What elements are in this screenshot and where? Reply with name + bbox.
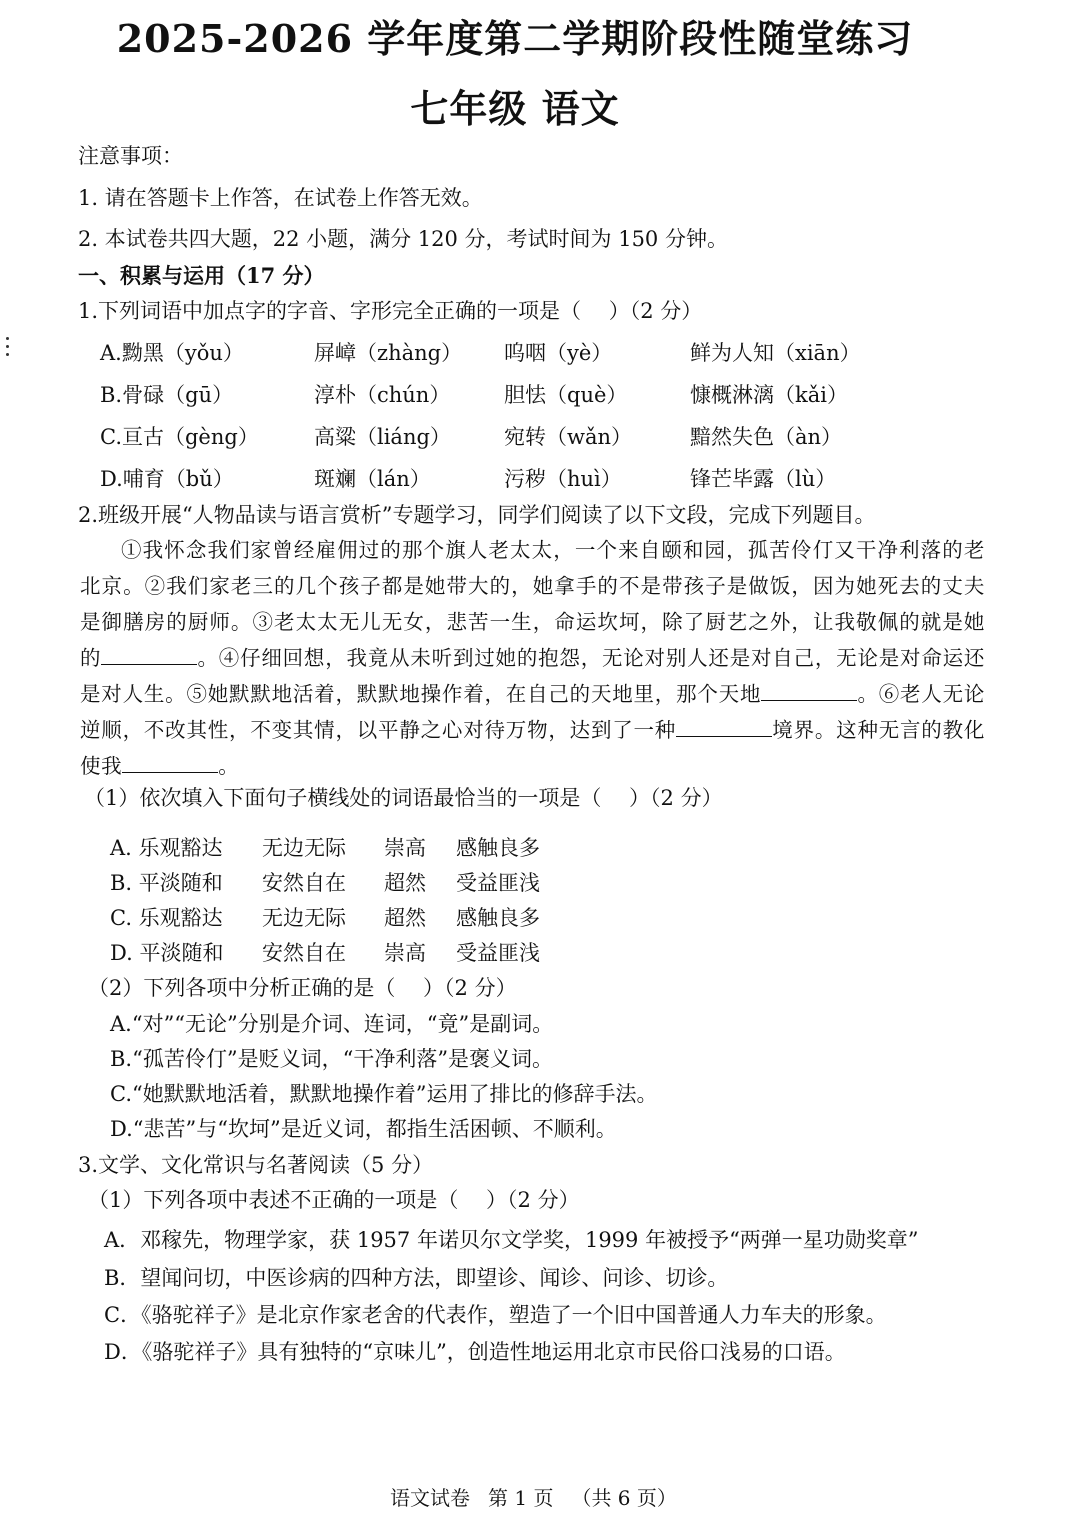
option-word: B.骨碌（gū） [100, 383, 234, 407]
question-2-stem: 2.班级开展“人物品读与语言赏析”专题学习，同学们阅读了以下文段，完成下列题目。 [78, 503, 876, 527]
option-word: D.哺育（bǔ） [100, 467, 234, 491]
option-word: 无边无际 [262, 906, 346, 930]
notes-heading: 注意事项： [78, 144, 183, 168]
option-word: 黯然失色（àn） [690, 425, 843, 449]
reading-passage [80, 532, 985, 784]
question-3-stem: 3.文学、文化常识与名著阅读（5 分） [78, 1153, 434, 1177]
option-word: 斑斓（lán） [314, 467, 431, 491]
option-word: D. 平淡随和 [110, 941, 224, 965]
passage-text: 境界。这种无言的教化使我 [80, 718, 985, 778]
section-heading: 一、积累与运用（17 分） [78, 263, 325, 288]
passage-text: 。④仔细回想，我竟从未听到过她的抱怨，无论对别人还是对自己，无论是对命运还是对人生。⑤她默默地活着，默默地操作着，在自己的天地里，那个天地 [80, 646, 985, 706]
option-word: 呜咽（yè） [504, 341, 613, 365]
footer-total: （共 6 页） [571, 1486, 677, 1510]
option-word: 胆怯（què） [504, 383, 628, 407]
option-word: 感触良多 [456, 836, 540, 860]
option-text: A.“对”“无论”分别是介词、连词，“竟”是副词。 [110, 1012, 554, 1036]
note-item: 1. 请在答题卡上作答，在试卷上作答无效。 [78, 186, 483, 210]
option-word: A.黝黑（yǒu） [100, 341, 244, 365]
option-text: C.“她默默地活着，默默地操作着”运用了排比的修辞手法。 [110, 1082, 658, 1106]
option-word: 无边无际 [262, 836, 346, 860]
note-item: 2. 本试卷共四大题，22 小题，满分 120 分，考试时间为 150 分钟。 [78, 227, 728, 251]
option-word: C. 乐观豁达 [110, 906, 223, 930]
option-word: 安然自在 [262, 941, 346, 965]
option-word: 安然自在 [262, 871, 346, 895]
fill-blank [122, 752, 218, 773]
question-3-1-stem: （1）下列各项中表述不正确的一项是（ ）（2 分） [88, 1188, 580, 1212]
fill-blank [101, 644, 197, 665]
option-text: A．邓稼先，物理学家，获 1957 年诺贝尔文学奖，1999 年被授予“两弹一星功勋奖章” [104, 1228, 919, 1252]
exam-subtitle: 七年级 语文 [410, 86, 620, 131]
option-word: 高粱（liáng） [314, 425, 451, 449]
option-word: 超然 [384, 906, 426, 930]
option-word: 屏嶂（zhàng） [314, 341, 463, 365]
option-word: 鲜为人知（xiān） [690, 341, 861, 365]
option-text: B．望闻问切，中医诊病的四种方法，即望诊、闻诊、问诊、切诊。 [104, 1266, 729, 1290]
passage-text: ①我怀念我们家曾经雇佣过的那个旗人老太太，一个来自颐和园，孤苦伶仃又干净利落的老北京。②我们家老三的几个孩子都是她带大的，她拿手的不是带孩子是做饭，因为她死去的丈夫是御膳房的厨师。③老太太无儿无女，悲苦一生，命运坎坷，除了厨艺之外，让我敬佩的就是她的 [80, 538, 985, 670]
option-word: B. 平淡随和 [110, 871, 223, 895]
option-word: A. 乐观豁达 [110, 836, 223, 860]
option-word: 受益匪浅 [456, 871, 540, 895]
option-text: C．《骆驼祥子》是北京作家老舍的代表作，塑造了一个旧中国普通人力车夫的形象。 [104, 1303, 887, 1327]
passage-text: 。 [218, 754, 240, 778]
question-1-stem: 1.下列词语中加点字的字音、字形完全正确的一项是（ ）（2 分） [78, 299, 703, 323]
fill-blank [676, 716, 772, 737]
option-word: 崇高 [384, 941, 426, 965]
question-2-1-stem: （1）依次填入下面句子横线处的词语最恰当的一项是（ ）（2 分） [84, 786, 723, 810]
binding-marks [6, 337, 9, 361]
option-word: 污秽（huì） [504, 467, 622, 491]
footer-subject: 语文试卷 [390, 1486, 470, 1510]
page-footer [390, 1482, 677, 1511]
exam-title: 2025-2026 学年度第二学期阶段性随堂练习 [116, 16, 914, 61]
option-text: B.“孤苦伶仃”是贬义词，“干净利落”是褒义词。 [110, 1047, 554, 1071]
footer-page: 第 1 页 [488, 1486, 554, 1510]
option-word: 淳朴（chún） [314, 383, 451, 407]
option-text: D.“悲苦”与“坎坷”是近义词，都指生活困顿、不顺利。 [110, 1117, 617, 1141]
option-word: C.亘古（gèng） [100, 425, 259, 449]
option-word: 感触良多 [456, 906, 540, 930]
option-text: D．《骆驼祥子》具有独特的“京味儿”，创造性地运用北京市民俗口浅易的口语。 [104, 1340, 846, 1364]
passage-text: 。⑥老人无论逆顺，不改其性，不变其情，以平静之心对待万物，达到了一种 [80, 682, 985, 742]
fill-blank [761, 680, 857, 701]
option-word: 超然 [384, 871, 426, 895]
option-word: 受益匪浅 [456, 941, 540, 965]
question-2-2-stem: （2）下列各项中分析正确的是（ ）（2 分） [88, 976, 517, 1000]
option-word: 锋芒毕露（lù） [690, 467, 837, 491]
option-word: 慷概淋漓（kǎi） [690, 383, 848, 407]
option-word: 宛转（wǎn） [504, 425, 633, 449]
option-word: 崇高 [384, 836, 426, 860]
